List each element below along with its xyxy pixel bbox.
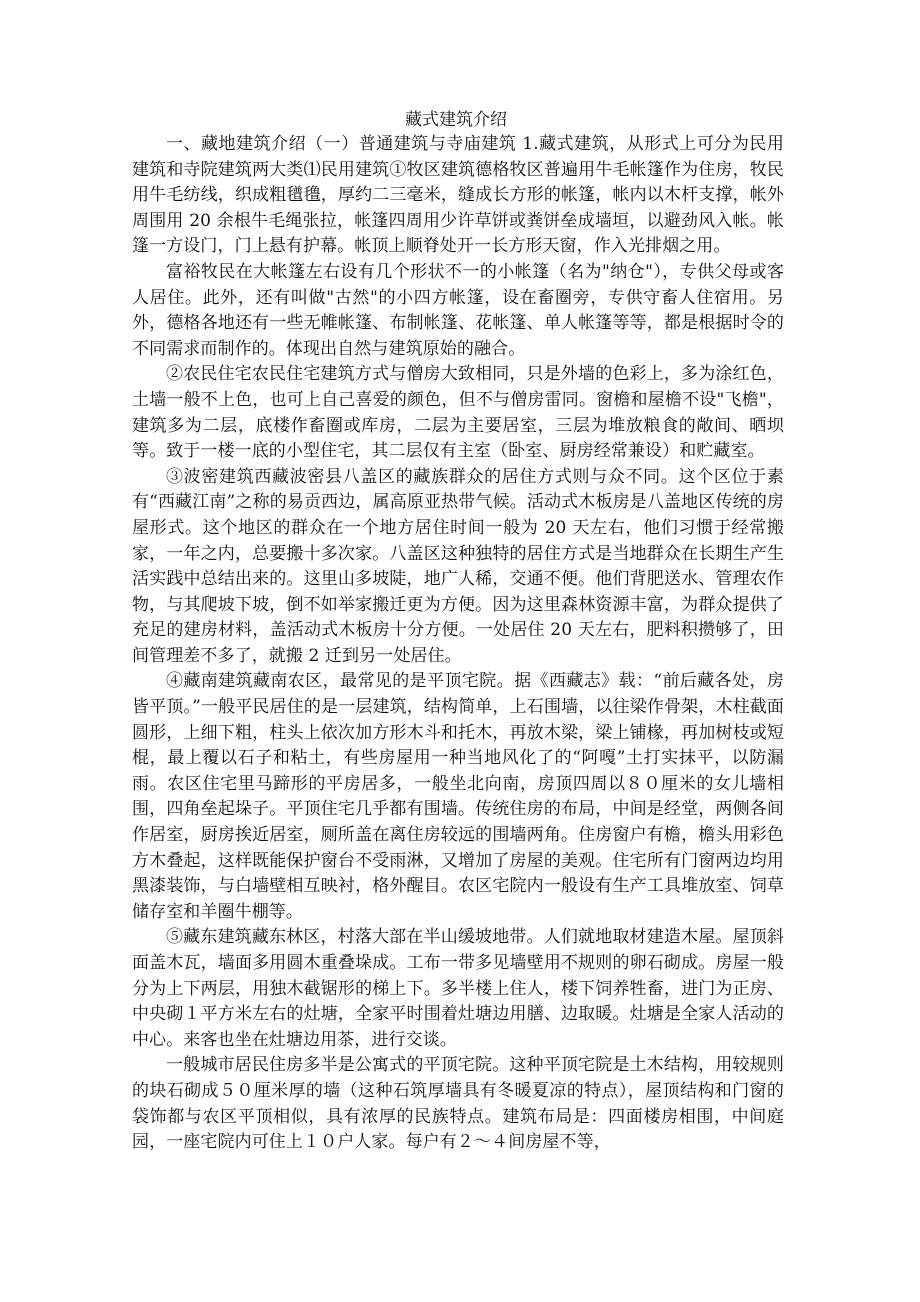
paragraph-eastern-tibet: ⑤藏东建筑藏东林区，村落大部在半山缓坡地带。人们就地取材建造木屋。屋顶斜面盖木瓦，墙面多用圆木重叠垛成。工布一带多见墙壁用不规则的卵石砌成。房屋一般分为上下两层，用独木截锯形的梯上下。多半楼上住人，楼下饲养牲畜，进门为正房、中央砌１平方米左右的灶塘，全家平时围着灶塘边用膳、边取暖。灶塘是全家人活动的中心。来客也坐在灶塘边用茶，进行交谈。 [132,927,784,1050]
paragraph-small-tents: 富裕牧民在大帐篷左右设有几个形状不一的小帐篷（名为"纳仓"），专供父母或客人居住。此外，还有叫做"古然"的小四方帐篷，设在畜圈旁，专供守畜人住宿用。另外，德格各地还有一些无帷帐篷、布制帐篷、花帐篷、单人帐篷等等，都是根据时令的不同需求而制作的。体现出自然与建筑原始的融合。 [132,261,784,359]
document-page [132,108,784,1156]
paragraph-southern-tibet: ④藏南建筑藏南农区，最常见的是平顶宅院。据《西藏志》载：“前后藏各处，房皆平顶。”一般平民居住的是一层建筑，结构简单，上石围墙，以往梁作骨架，木柱截面圆形，上细下粗，柱头上依次加方形木斗和托木，再放木梁，梁上铺椽，再加树枝或短棍，最上覆以石子和粘土，有些房屋用一种当地风化了的“阿嘎”土打实抹平，以防漏雨。农区住宅里马蹄形的平房居多，一般坐北向南，房顶四周以８０厘米的女儿墙相围，四角垒起垛子。平顶住宅几乎都有围墙。传统住房的布局，中间是经堂，两侧各间作居室，厨房挨近居室，厕所盖在离住房较远的围墙两角。住房窗户有檐，檐头用彩色方木叠起，这样既能保护窗台不受雨淋，又增加了房屋的美观。住宅所有门窗两边均用黑漆装饰，与白墙壁相互映衬，格外醒目。农区宅院内一般设有生产工具堆放室、饲草储存室和羊圈牛棚等。 [132,671,784,922]
paragraph-intro-nomadic: 一、藏地建筑介绍（一）普通建筑与寺庙建筑 1.藏式建筑，从形式上可分为民用建筑和寺院建筑两大类⑴民用建筑①牧区建筑德格牧区普遍用牛毛帐篷作为住房，牧民用牛毛纺线，织成粗氆氇，厚约二三毫米，缝成长方形的帐篷，帐内以木杆支撑，帐外周围用 20 余根牛毛绳张拉，帐篷四周用少许草饼或粪饼垒成墙垣，以避劲风入帐。帐篷一方设门，门上悬有护幕。帐顶上顺脊处开一长方形天窗，作入光排烟之用。 [132,134,784,257]
document-title: 藏式建筑介绍 [405,110,507,130]
paragraph-urban-residences: 一般城市居民住房多半是公寓式的平顶宅院。这种平顶宅院是土木结构，用较规则的块石砌成５０厘米厚的墙（这种石筑厚墙具有冬暖夏凉的特点），屋顶结构和门窗的袋饰都与农区平顶相似，具有浓厚的民族特点。建筑布局是：四面楼房相围，中间庭园，一座宅院内可住上１０户人家。每户有２～４间房屋不等， [132,1055,784,1153]
paragraph-farmer-houses: ②农民住宅农民住宅建筑方式与僧房大致相同，只是外墙的色彩上，多为涂红色，土墙一般不上色，也可上自己喜爱的颜色，但不与僧房雷同。窗檐和屋檐不设"飞檐"，建筑多为二层，底楼作畜圈或库房，二层为主要居室，三层为堆放粮食的敞间、晒坝等。致于一楼一底的小型住宅，其二层仅有主室（卧室、厨房经常兼设）和贮藏室。 [132,364,784,462]
paragraph-bomi-architecture: ③波密建筑西藏波密县八盖区的藏族群众的居住方式则与众不同。这个区位于素有“西藏江南”之称的易贡西边，属高原亚热带气候。活动式木板房是八盖地区传统的房屋形式。这个地区的群众在一个地方居住时间一般为 20 天左右，他们习惯于经常搬家，一年之内，总要搬十多次家。八盖区这种独特的居住方式是当地群众在长期生产生活实践中总结出来的。这里山多坡陡，地广人稀，交通不便。他们背肥送水、管理农作物，与其爬坡下坡，倒不如举家搬迁更为方便。因为这里森林资源丰富，为群众提供了充足的建房材料，盖活动式木板房十分方便。一处居住 20 天左右，肥料积攒够了，田间管理差不多了，就搬 2 迁到另一处居住。 [132,466,784,666]
